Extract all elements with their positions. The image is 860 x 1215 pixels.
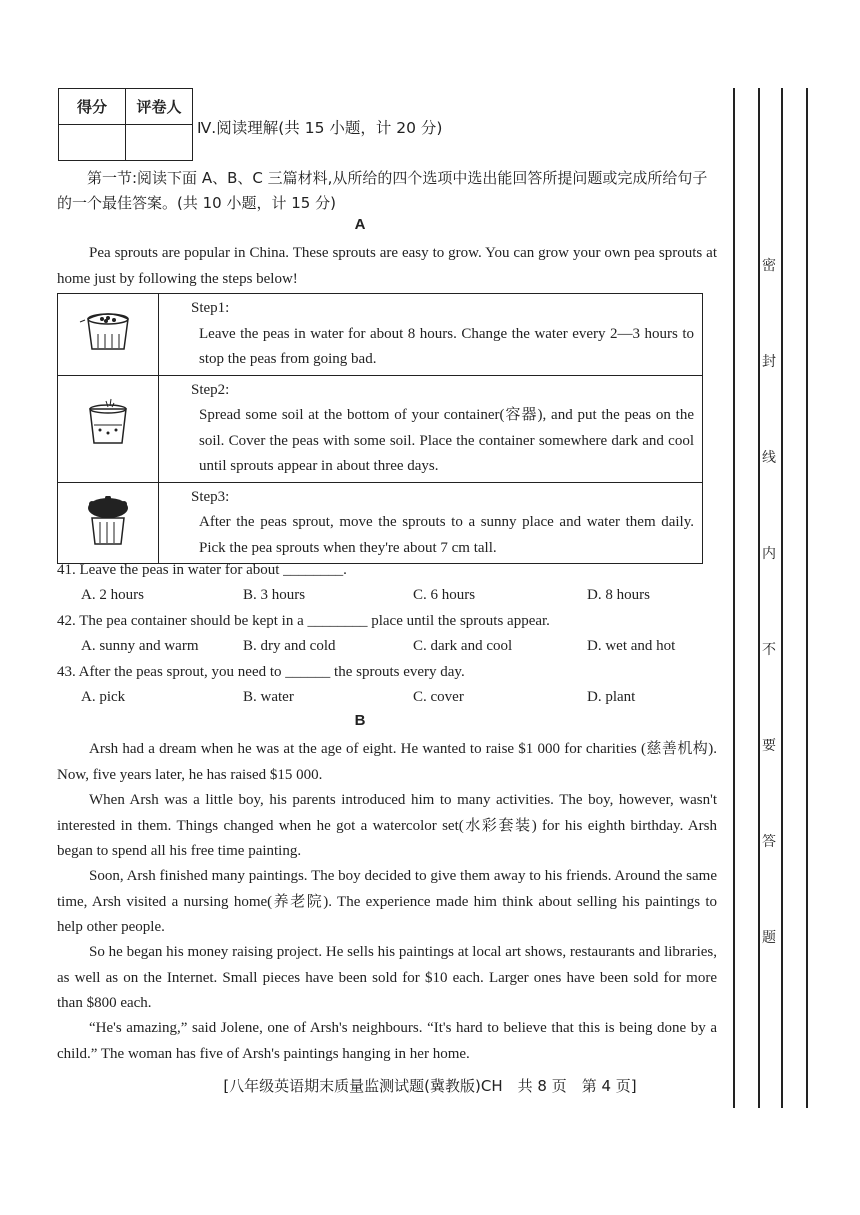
seal-line-left <box>758 88 760 1108</box>
page-footer: [八年级英语期末质量监测试题(冀教版)CH 共 8 页 第 4 页] <box>223 1077 637 1095</box>
instruction: 第一节:阅读下面 A、B、C 三篇材料,从所给的四个选项中选出能回答所提问题或完成所给句子的一个最佳答案。(共 10 小题，计 15 分) <box>57 169 708 212</box>
option: B. 3 hours <box>243 587 306 603</box>
option: A. pick <box>81 689 126 705</box>
step-3 <box>159 482 703 564</box>
step-1-picture <box>58 294 159 376</box>
option: C. 6 hours <box>413 587 476 603</box>
seal-char: 线 <box>762 450 776 466</box>
passage-b-paragraph: So he began his money raising project. He sells his paintings at local art shows, restaurants and libraries, as well as on the Internet. Small pieces have been sold for $10 each. Larger ones have been sold for more than $800 each. <box>57 944 717 1011</box>
seal-char: 题 <box>762 930 776 946</box>
steps-table <box>57 293 703 564</box>
step-1 <box>159 294 703 376</box>
section-title: Ⅳ.阅读理解(共 15 小题，计 20 分) <box>197 119 443 137</box>
margin-divider <box>733 88 735 1108</box>
option: B. water <box>243 689 294 705</box>
option: A. sunny and warm <box>81 638 199 654</box>
step-3-text: After the peas sprout, move the sprouts to a sunny place and water them daily. Pick the pea sprouts when they're about 7 cm tall. <box>199 514 694 556</box>
step-1-label: Step1: <box>191 300 230 316</box>
seal-char: 不 <box>762 642 776 658</box>
question-41: 41. Leave the peas in water for about ________. <box>57 562 347 578</box>
step-1-text: Leave the peas in water for about 8 hours. Change the water every 2—3 hours to stop the peas from going bad. <box>199 325 694 367</box>
passage-a-intro: Pea sprouts are popular in China. These sprouts are easy to grow. You can grow your own pea sprouts at home just by following the steps below! <box>57 245 717 287</box>
passage-a-label: A <box>354 216 366 233</box>
pea-bowl-icon <box>78 304 138 354</box>
option: C. cover <box>413 689 464 705</box>
passage-b-paragraph: Soon, Arsh finished many paintings. The boy decided to give them away to his friends. Around the same time, Arsh visited a nursing home(养老院). The experience made him think about selling his paintings to help other people. <box>57 868 717 935</box>
seal-char: 封 <box>762 354 776 370</box>
question-43: 43. After the peas sprout, you need to ______ the sprouts every day. <box>57 664 465 680</box>
step-2-text: Spread some soil at the bottom of your container(容器), and put the peas on the soil. Cover the peas with some soil. Place the container somewhere dark and cool until sprouts appear in about three days. <box>199 407 694 474</box>
option: D. plant <box>587 689 636 705</box>
score-cell <box>59 125 126 161</box>
step-2-picture <box>58 375 159 482</box>
score-table <box>58 88 193 161</box>
seal-char: 密 <box>762 258 776 274</box>
score-header: 得分 <box>59 89 126 125</box>
option: B. dry and cold <box>243 638 336 654</box>
step-3-picture <box>58 482 159 564</box>
option: D. wet and hot <box>587 638 676 654</box>
passage-b-paragraph: When Arsh was a little boy, his parents introduced him to many activities. The boy, however, wasn't interested in them. Things changed when he got a watercolor set(水彩套装) for his eighth birthday. Arsh began to spend all his free time painting. <box>57 792 717 859</box>
seal-char: 内 <box>762 546 776 562</box>
sprout-basket-icon <box>78 496 138 546</box>
step-2 <box>159 375 703 482</box>
option: A. 2 hours <box>81 587 144 603</box>
seal-char: 答 <box>762 834 776 850</box>
seal-line-right <box>781 88 783 1108</box>
passage-b-paragraph: “He's amazing,” said Jolene, one of Arsh's neighbours. “It's hard to believe that this is being done by a child.” The woman has five of Arsh's paintings hanging in her home. <box>57 1020 717 1062</box>
soil-container-icon <box>78 397 138 447</box>
passage-b-label: B <box>354 712 366 729</box>
grader-header: 评卷人 <box>126 89 193 125</box>
step-3-label: Step3: <box>191 488 230 505</box>
margin-edge <box>806 88 808 1108</box>
passage-b-paragraph: Arsh had a dream when he was at the age of eight. He wanted to raise $1 000 for charities (慈善机构). Now, five years later, he has raised $15 000. <box>57 741 717 783</box>
seal-char: 要 <box>762 738 776 754</box>
question-42: 42. The pea container should be kept in a ________ place until the sprouts appear. <box>57 613 550 629</box>
grader-cell <box>126 125 193 161</box>
step-2-label: Step2: <box>191 381 230 398</box>
option: C. dark and cool <box>413 638 513 654</box>
option: D. 8 hours <box>587 587 650 603</box>
